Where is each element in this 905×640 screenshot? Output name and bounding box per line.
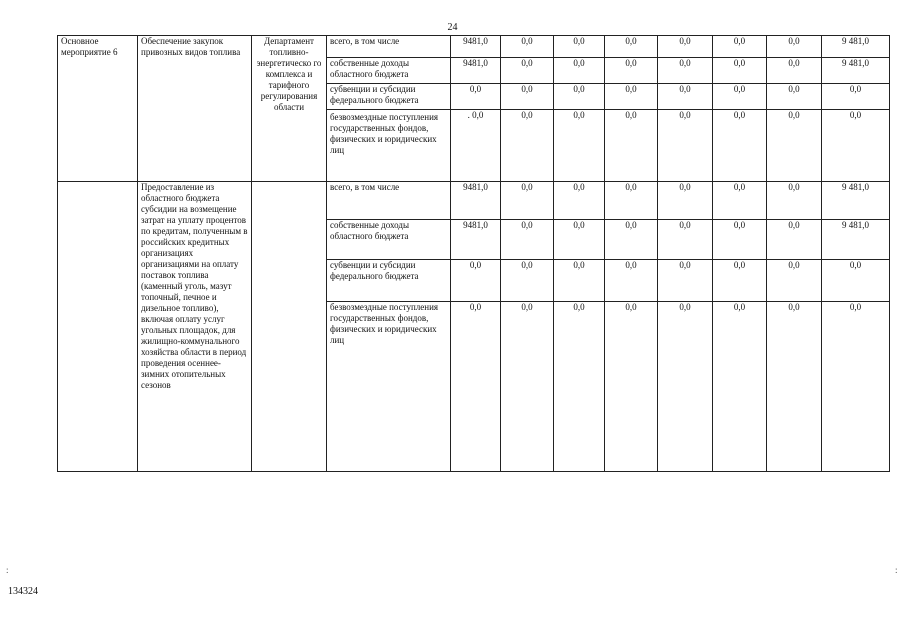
total-cell: 9 481,0: [822, 58, 890, 84]
event-name-cell: [58, 182, 138, 472]
value-cell: 0,0: [767, 220, 822, 260]
value-cell: 0,0: [713, 302, 767, 472]
scan-edge-mark-left: :: [6, 565, 9, 575]
value-cell: 0,0: [554, 182, 605, 220]
value-cell: . 0,0: [451, 110, 501, 182]
value-cell: 0,0: [554, 260, 605, 302]
value-cell: 0,0: [605, 182, 658, 220]
funding-source-cell: всего, в том числе: [327, 36, 451, 58]
value-cell: 0,0: [767, 302, 822, 472]
value-cell: 0,0: [605, 220, 658, 260]
total-cell: 0,0: [822, 302, 890, 472]
total-cell: 9 481,0: [822, 36, 890, 58]
value-cell: 0,0: [451, 260, 501, 302]
value-cell: 0,0: [605, 110, 658, 182]
executor-cell: [252, 182, 327, 472]
document-code: 134324: [8, 586, 38, 597]
scan-edge-mark-right: :: [895, 565, 898, 575]
funding-source-cell: безвозмездные поступления государственных фондов, физических и юридических лиц: [327, 302, 451, 472]
value-cell: 0,0: [554, 84, 605, 110]
event-description-cell: Предоставление из областного бюджета субсидии на возмещение затрат на уплату процентов по кредитам, полученным в российских кредитных организациях организациями на оплату поставок топлива (каменный уголь, мазут топочный, печное и дизельное топливо), включая оплату услуг угольных площадок, для жилищно-коммунального хозяйства области в период проведения осеннее-зимних отопительных сезонов: [138, 182, 252, 472]
value-cell: 0,0: [501, 302, 554, 472]
value-cell: 0,0: [767, 36, 822, 58]
value-cell: 0,0: [658, 36, 713, 58]
funding-source-cell: субвенции и субсидии федерального бюджета: [327, 84, 451, 110]
value-cell: 0,0: [658, 84, 713, 110]
value-cell: 0,0: [767, 84, 822, 110]
value-cell: 0,0: [554, 302, 605, 472]
value-cell: 0,0: [767, 260, 822, 302]
value-cell: 0,0: [605, 260, 658, 302]
value-cell: 0,0: [501, 182, 554, 220]
event-name-cell: Основное мероприятие 6: [58, 36, 138, 182]
total-cell: 0,0: [822, 260, 890, 302]
value-cell: 0,0: [451, 302, 501, 472]
value-cell: 0,0: [658, 302, 713, 472]
value-cell: 0,0: [713, 110, 767, 182]
total-cell: 0,0: [822, 84, 890, 110]
value-cell: 0,0: [451, 84, 501, 110]
value-cell: 0,0: [554, 110, 605, 182]
executor-cell: Департамент топливно-энергетическо го комплекса и тарифного регулирования области: [252, 36, 327, 182]
funding-source-cell: собственные доходы областного бюджета: [327, 220, 451, 260]
value-cell: 0,0: [658, 220, 713, 260]
value-cell: 0,0: [501, 84, 554, 110]
budget-table: [57, 35, 890, 472]
total-cell: 0,0: [822, 110, 890, 182]
value-cell: 9481,0: [451, 36, 501, 58]
value-cell: 0,0: [713, 58, 767, 84]
value-cell: 0,0: [501, 220, 554, 260]
value-cell: 0,0: [554, 58, 605, 84]
table-row: [58, 182, 890, 220]
value-cell: 0,0: [767, 182, 822, 220]
value-cell: 0,0: [713, 84, 767, 110]
value-cell: 0,0: [767, 58, 822, 84]
value-cell: 0,0: [605, 36, 658, 58]
value-cell: 0,0: [713, 182, 767, 220]
page-number: 24: [447, 22, 458, 33]
value-cell: 0,0: [554, 220, 605, 260]
funding-source-cell: собственные доходы областного бюджета: [327, 58, 451, 84]
value-cell: 0,0: [501, 110, 554, 182]
value-cell: 0,0: [767, 110, 822, 182]
event-description-cell: Обеспечение закупок привозных видов топлива: [138, 36, 252, 182]
value-cell: 0,0: [713, 260, 767, 302]
value-cell: 0,0: [554, 36, 605, 58]
value-cell: 0,0: [658, 182, 713, 220]
value-cell: 0,0: [605, 84, 658, 110]
value-cell: 0,0: [658, 110, 713, 182]
value-cell: 9481,0: [451, 220, 501, 260]
funding-source-cell: всего, в том числе: [327, 182, 451, 220]
funding-source-cell: субвенции и субсидии федерального бюджета: [327, 260, 451, 302]
table-row: [58, 36, 890, 58]
value-cell: 0,0: [501, 260, 554, 302]
value-cell: 0,0: [658, 260, 713, 302]
funding-source-cell: безвозмездные поступления государственных фондов, физических и юридических лиц: [327, 110, 451, 182]
value-cell: 0,0: [605, 58, 658, 84]
value-cell: 9481,0: [451, 182, 501, 220]
value-cell: 0,0: [501, 58, 554, 84]
total-cell: 9 481,0: [822, 220, 890, 260]
value-cell: 9481,0: [451, 58, 501, 84]
value-cell: 0,0: [605, 302, 658, 472]
total-cell: 9 481,0: [822, 182, 890, 220]
value-cell: 0,0: [713, 220, 767, 260]
value-cell: 0,0: [713, 36, 767, 58]
value-cell: 0,0: [501, 36, 554, 58]
value-cell: 0,0: [658, 58, 713, 84]
